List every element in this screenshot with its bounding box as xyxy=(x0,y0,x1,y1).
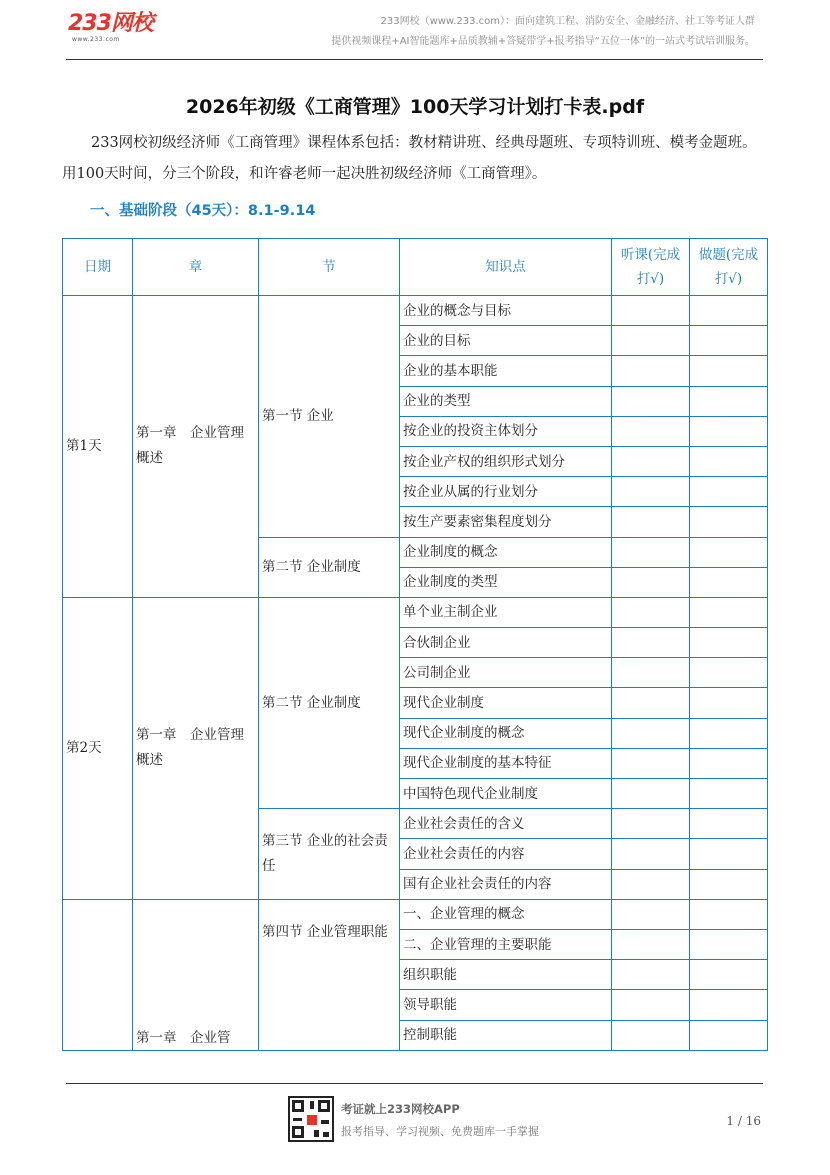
knowledge-point: 合伙制企业 xyxy=(400,628,612,658)
chapter-cell: 第一章 企业管理概述 xyxy=(133,296,259,598)
qr-code-icon[interactable] xyxy=(288,1096,334,1142)
exercise-checkbox[interactable] xyxy=(690,628,768,658)
lecture-checkbox[interactable] xyxy=(612,628,690,658)
knowledge-point: 领导职能 xyxy=(400,990,612,1020)
chapter-cell: 第一章 企业管 xyxy=(133,899,259,1050)
knowledge-point: 一、企业管理的概念 xyxy=(400,899,612,929)
lecture-checkbox[interactable] xyxy=(612,326,690,356)
header-divider xyxy=(66,59,763,60)
intro-paragraph: 233网校初级经济师《工商管理》课程体系包括：教材精讲班、经典母题班、专项特训班、模考金题班。用100天时间，分三个阶段，和许睿老师一起决胜初级经济师《工商管理》。 xyxy=(62,135,757,182)
exercise-checkbox[interactable] xyxy=(690,779,768,809)
chapter-cell: 第一章 企业管理概述 xyxy=(133,597,259,899)
section-heading: 一、基础阶段（45天）：8.1-9.14 xyxy=(90,203,316,219)
knowledge-point: 按生产要素密集程度划分 xyxy=(400,507,612,537)
exercise-checkbox[interactable] xyxy=(690,597,768,627)
knowledge-point: 国有企业社会责任的内容 xyxy=(400,869,612,899)
date-cell xyxy=(63,899,133,1050)
lecture-checkbox[interactable] xyxy=(612,296,690,326)
study-plan-table xyxy=(62,238,768,1051)
lecture-checkbox[interactable] xyxy=(612,386,690,416)
exercise-checkbox[interactable] xyxy=(690,899,768,929)
lecture-checkbox[interactable] xyxy=(612,839,690,869)
knowledge-point: 企业的目标 xyxy=(400,326,612,356)
knowledge-point: 按企业从属的行业划分 xyxy=(400,477,612,507)
qr-dot xyxy=(321,1120,329,1124)
footer-divider xyxy=(66,1083,763,1084)
exercise-checkbox[interactable] xyxy=(690,507,768,537)
qr-dot xyxy=(293,1118,302,1121)
section-cell: 第二节 企业制度 xyxy=(259,537,400,597)
lecture-checkbox[interactable] xyxy=(612,1020,690,1050)
lecture-checkbox[interactable] xyxy=(612,809,690,839)
lecture-checkbox[interactable] xyxy=(612,929,690,959)
knowledge-point: 单个业主制企业 xyxy=(400,597,612,627)
lecture-checkbox[interactable] xyxy=(612,356,690,386)
knowledge-point: 企业社会责任的含义 xyxy=(400,809,612,839)
knowledge-point: 现代企业制度 xyxy=(400,688,612,718)
lecture-checkbox[interactable] xyxy=(612,748,690,778)
table-row xyxy=(63,899,768,929)
section-cell: 第四节 企业管理职能 xyxy=(259,899,400,1050)
exercise-checkbox[interactable] xyxy=(690,929,768,959)
qr-dot xyxy=(310,1101,314,1109)
exercise-checkbox[interactable] xyxy=(690,567,768,597)
exercise-checkbox[interactable] xyxy=(690,1020,768,1050)
header-lecture-check: 听课(完成打√) xyxy=(612,239,690,296)
exercise-checkbox[interactable] xyxy=(690,688,768,718)
lecture-checkbox[interactable] xyxy=(612,446,690,476)
header-description xyxy=(331,12,755,52)
table-header-row xyxy=(63,239,768,296)
lecture-checkbox[interactable] xyxy=(612,658,690,688)
lecture-checkbox[interactable] xyxy=(612,718,690,748)
lecture-checkbox[interactable] xyxy=(612,899,690,929)
lecture-checkbox[interactable] xyxy=(612,567,690,597)
footer-app-promo: 考证就上233网校APP xyxy=(341,1102,460,1116)
exercise-checkbox[interactable] xyxy=(690,658,768,688)
date-cell: 第1天 xyxy=(63,296,133,598)
lecture-checkbox[interactable] xyxy=(612,477,690,507)
section-cell: 第一节 企业 xyxy=(259,296,400,538)
exercise-checkbox[interactable] xyxy=(690,809,768,839)
header-knowledge-point: 知识点 xyxy=(400,239,612,296)
exercise-checkbox[interactable] xyxy=(690,446,768,476)
exercise-checkbox[interactable] xyxy=(690,386,768,416)
exercise-checkbox[interactable] xyxy=(690,326,768,356)
header-line-2: 提供视频课程+AI智能题库+品质教辅+答疑带学+报考指导“五位一体”的一站式考试培训服务。 xyxy=(331,36,755,47)
document-title: 2026年初级《工商管理》100天学习计划打卡表.pdf xyxy=(185,96,645,118)
lecture-checkbox[interactable] xyxy=(612,960,690,990)
lecture-checkbox[interactable] xyxy=(612,869,690,899)
knowledge-point: 中国特色现代企业制度 xyxy=(400,779,612,809)
exercise-checkbox[interactable] xyxy=(690,990,768,1020)
section-cell: 第二节 企业制度 xyxy=(259,597,400,808)
table-row xyxy=(63,597,768,627)
exercise-checkbox[interactable] xyxy=(690,356,768,386)
knowledge-point: 企业制度的概念 xyxy=(400,537,612,567)
exercise-checkbox[interactable] xyxy=(690,537,768,567)
exercise-checkbox[interactable] xyxy=(690,839,768,869)
date-cell: 第2天 xyxy=(63,597,133,899)
knowledge-point: 现代企业制度的概念 xyxy=(400,718,612,748)
qr-finder xyxy=(292,1100,304,1112)
header-chapter: 章 xyxy=(133,239,259,296)
knowledge-point: 组织职能 xyxy=(400,960,612,990)
qr-finder xyxy=(292,1126,304,1138)
section-cell: 第三节 企业的社会责任 xyxy=(259,809,400,900)
footer-app-subtext: 报考指导、学习视频、免费题库一手掌握 xyxy=(341,1125,539,1138)
lecture-checkbox[interactable] xyxy=(612,537,690,567)
knowledge-point: 现代企业制度的基本特征 xyxy=(400,748,612,778)
brand-logo xyxy=(68,12,160,48)
exercise-checkbox[interactable] xyxy=(690,869,768,899)
knowledge-point: 企业的类型 xyxy=(400,386,612,416)
page-header xyxy=(66,8,763,60)
knowledge-point: 二、企业管理的主要职能 xyxy=(400,929,612,959)
qr-dot xyxy=(314,1130,319,1137)
lecture-checkbox[interactable] xyxy=(612,990,690,1020)
lecture-checkbox[interactable] xyxy=(612,597,690,627)
logo-url: www.233.com xyxy=(72,36,120,43)
exercise-checkbox[interactable] xyxy=(690,718,768,748)
qr-dot xyxy=(323,1132,329,1137)
qr-center-logo xyxy=(306,1114,318,1126)
knowledge-point: 企业社会责任的内容 xyxy=(400,839,612,869)
knowledge-point: 按企业产权的组织形式划分 xyxy=(400,446,612,476)
exercise-checkbox[interactable] xyxy=(690,416,768,446)
exercise-checkbox[interactable] xyxy=(690,296,768,326)
header-section: 节 xyxy=(259,239,400,296)
exercise-checkbox[interactable] xyxy=(690,748,768,778)
knowledge-point: 按企业的投资主体划分 xyxy=(400,416,612,446)
qr-finder xyxy=(318,1100,330,1112)
lecture-checkbox[interactable] xyxy=(612,507,690,537)
lecture-checkbox[interactable] xyxy=(612,416,690,446)
lecture-checkbox[interactable] xyxy=(612,779,690,809)
knowledge-point: 企业制度的类型 xyxy=(400,567,612,597)
header-line-1: 233网校（www.233.com）：面向建筑工程、消防安全、金融经济、社工等考证人群 xyxy=(380,16,755,27)
logo-text: 233网校 xyxy=(68,11,153,36)
lecture-checkbox[interactable] xyxy=(612,688,690,718)
page-number: 1 / 16 xyxy=(726,1114,761,1128)
table-row xyxy=(63,296,768,326)
header-exercise-check: 做题(完成打√) xyxy=(690,239,768,296)
exercise-checkbox[interactable] xyxy=(690,960,768,990)
exercise-checkbox[interactable] xyxy=(690,477,768,507)
knowledge-point: 控制职能 xyxy=(400,1020,612,1050)
knowledge-point: 企业的概念与目标 xyxy=(400,296,612,326)
knowledge-point: 公司制企业 xyxy=(400,658,612,688)
header-date: 日期 xyxy=(63,239,133,296)
knowledge-point: 企业的基本职能 xyxy=(400,356,612,386)
